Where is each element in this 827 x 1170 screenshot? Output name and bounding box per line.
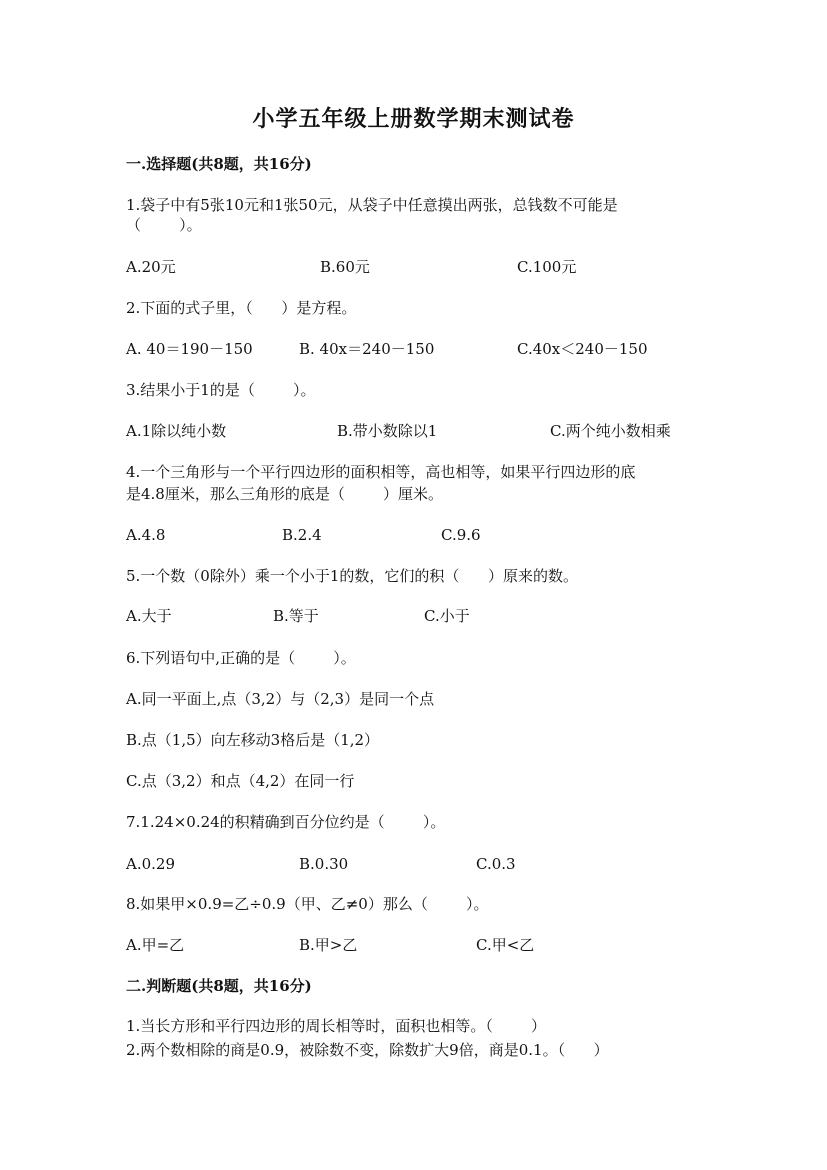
question-1-line-2: （ ）。 xyxy=(126,216,202,234)
question-8-option-a: A.甲=乙 xyxy=(126,936,185,954)
question-5-text: 5.一个数（0除外）乘一个小于1的数，它们的积（ ）原来的数。 xyxy=(126,567,579,585)
question-2-text: 2.下面的式子里，（ ）是方程。 xyxy=(126,299,357,317)
question-5-option-b: B.等于 xyxy=(273,607,319,625)
question-3-text: 3.结果小于1的是（ ）。 xyxy=(126,381,316,399)
question-6-option-b: B.点（1,5）向左移动3格后是（1,2） xyxy=(126,731,380,749)
question-4-option-a: A.4.8 xyxy=(126,526,166,544)
question-6-option-c: C.点（3,2）和点（4,2）在同一行 xyxy=(126,772,355,790)
question-2-option-c: C.40x＜240－150 xyxy=(517,340,648,358)
section-heading-judgement: 二.判断题(共8题，共16分) xyxy=(126,977,312,995)
section-heading-choice: 一.选择题(共8题，共16分) xyxy=(126,155,312,173)
question-4-line-1: 4.一个三角形与一个平行四边形的面积相等，高也相等，如果平行四边形的底 xyxy=(126,463,636,481)
question-1-option-b: B.60元 xyxy=(320,258,370,276)
page-title: 小学五年级上册数学期末测试卷 xyxy=(252,106,575,132)
question-1-option-a: A.20元 xyxy=(126,258,176,276)
question-8-option-c: C.甲<乙 xyxy=(476,936,535,954)
question-7-option-c: C.0.3 xyxy=(476,855,516,873)
question-1-option-c: C.100元 xyxy=(517,258,577,276)
question-1-line-1: 1.袋子中有5张10元和1张50元，从袋子中任意摸出两张，总钱数不可能是 xyxy=(126,196,618,214)
question-2-option-a: A. 40＝190－150 xyxy=(126,340,253,358)
question-3-option-c: C.两个纯小数相乘 xyxy=(550,422,671,440)
question-3-option-a: A.1除以纯小数 xyxy=(126,422,227,440)
question-7-option-b: B.0.30 xyxy=(299,855,349,873)
judgement-2-text: 2.两个数相除的商是0.9，被除数不变，除数扩大9倍，商是0.1。（ ） xyxy=(126,1041,609,1059)
question-3-option-b: B.带小数除以1 xyxy=(337,422,438,440)
question-4-option-b: B.2.4 xyxy=(282,526,322,544)
question-4-line-2: 是4.8厘米，那么三角形的底是（ ）厘米。 xyxy=(126,485,444,503)
question-2-option-b: B. 40x＝240－150 xyxy=(299,340,435,358)
question-4-option-c: C.9.6 xyxy=(441,526,481,544)
question-5-option-a: A.大于 xyxy=(126,607,172,625)
judgement-1-text: 1.当长方形和平行四边形的周长相等时，面积也相等。（ ） xyxy=(126,1017,546,1035)
question-6-text: 6.下列语句中,正确的是（ ）。 xyxy=(126,649,356,667)
question-8-option-b: B.甲>乙 xyxy=(299,936,358,954)
question-7-option-a: A.0.29 xyxy=(126,855,175,873)
question-5-option-c: C.小于 xyxy=(424,607,470,625)
question-7-text: 7.1.24×0.24的积精确到百分位约是（ ）。 xyxy=(126,813,446,831)
question-6-option-a: A.同一平面上,点（3,2）与（2,3）是同一个点 xyxy=(126,690,435,708)
question-8-text: 8.如果甲×0.9=乙÷0.9（甲、乙≠0）那么（ ）。 xyxy=(126,895,489,913)
